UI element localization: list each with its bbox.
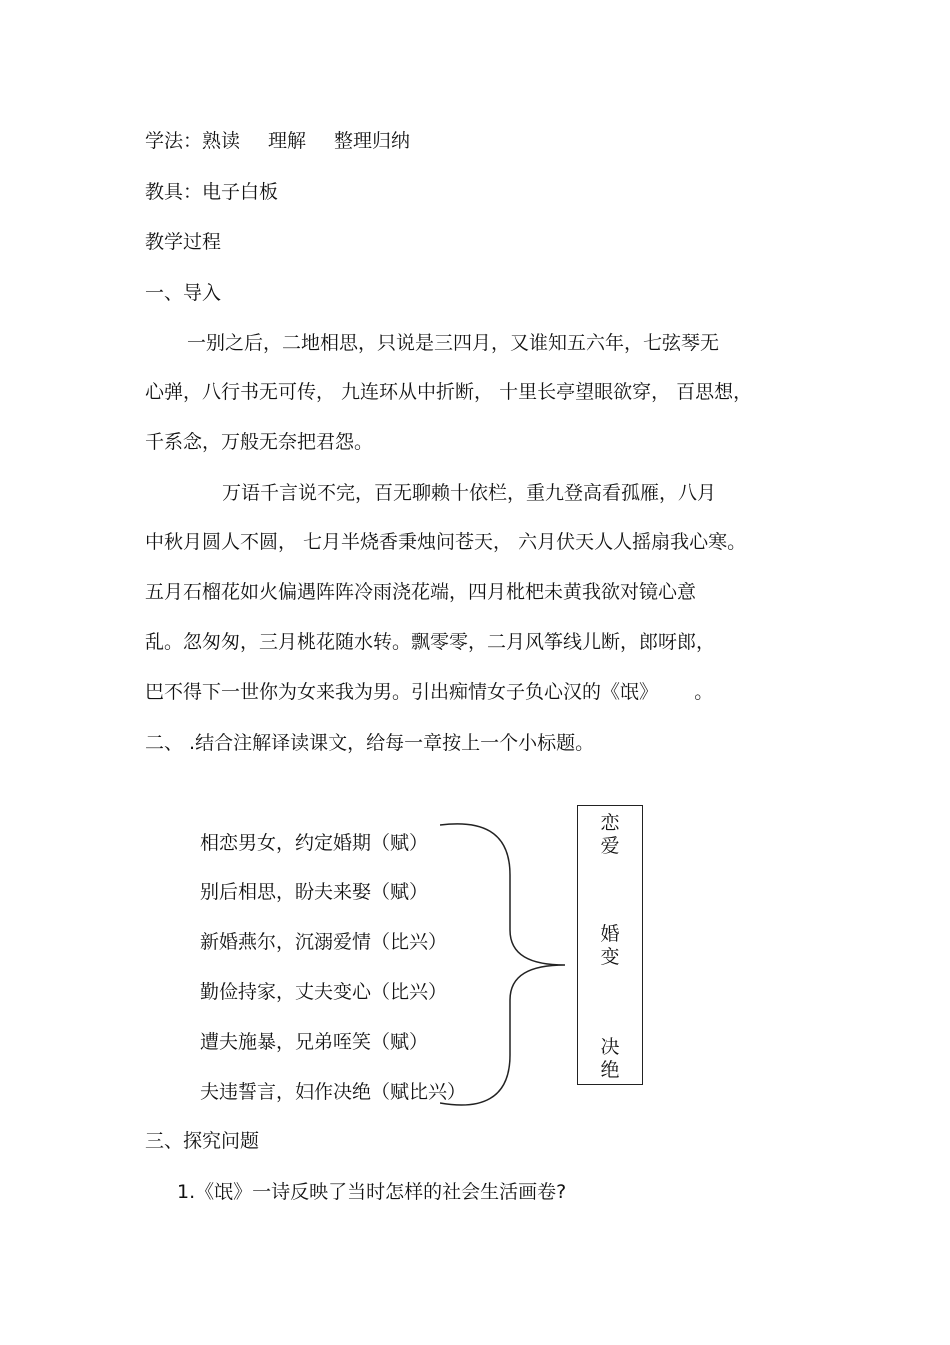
stage-summary-box: [577, 805, 643, 1085]
grouping-brace: [440, 820, 580, 1110]
teaching-aids-line: 教具：电子白板: [145, 181, 279, 203]
chapter-subtitle: 相恋男女，约定婚期（赋）: [200, 832, 429, 854]
question-1: 1.《氓》一诗反映了当时怎样的社会生活画卷?: [177, 1181, 567, 1203]
stage-break-off: 决 绝: [600, 1036, 620, 1081]
intro-paragraph-2-line: 巴不得下一世你为女来我为男。引出痴情女子负心汉的《氓》 。: [145, 681, 714, 703]
chapter-subtitle: 别后相思，盼夫来娶（赋）: [200, 881, 429, 903]
intro-paragraph-2-line: 万语千言说不完，百无聊赖十依栏，重九登高看孤雁，八月: [222, 482, 717, 504]
study-method-item: 理解: [268, 130, 307, 152]
intro-paragraph-2-line: 中秋月圆人不圆， 七月半烧香秉烛问苍天， 六月伏天人人摇扇我心寒。: [145, 531, 747, 553]
intro-paragraph-1-line: 千系念，万般无奈把君怨。: [145, 431, 374, 453]
teaching-process-title: 教学过程: [145, 231, 222, 253]
stage-marriage-change: 婚 变: [600, 923, 620, 968]
intro-paragraph-2-line: 乱。忽匆匆，三月桃花随水转。飘零零，二月风筝线儿断，郎呀郎，: [145, 631, 716, 653]
section-2-title: 二、 .结合注解译读课文，给每一章按上一个小标题。: [145, 732, 595, 754]
intro-paragraph-2-line: 五月石榴花如火偏遇阵阵冷雨浇花端，四月枇杷未黄我欲对镜心意: [145, 581, 697, 603]
section-1-title: 一、导入: [145, 282, 222, 304]
study-method-item: 熟读: [202, 130, 241, 152]
section-3-title: 三、探究问题: [145, 1130, 260, 1152]
intro-paragraph-1-line: 一别之后，二地相思，只说是三四月，又谁知五六年，七弦琴无: [187, 332, 720, 354]
study-method-label: 学法：: [145, 130, 203, 152]
chapter-subtitle: 遭夫施暴，兄弟咥笑（赋）: [200, 1031, 429, 1053]
chapter-subtitle: 勤俭持家，丈夫变心（比兴）: [200, 981, 448, 1003]
stage-love: 恋 爱: [600, 812, 620, 857]
study-method-line: [145, 129, 410, 153]
intro-paragraph-1-line: 心弹，八行书无可传， 九连环从中折断， 十里长亭望眼欲穿， 百思想，: [145, 381, 753, 403]
study-method-item: 整理归纳: [334, 130, 411, 152]
chapter-subtitle: 新婚燕尔，沉溺爱情（比兴）: [200, 931, 448, 953]
chapter-subtitle: 夫违誓言，妇作决绝（赋比兴）: [200, 1081, 467, 1103]
